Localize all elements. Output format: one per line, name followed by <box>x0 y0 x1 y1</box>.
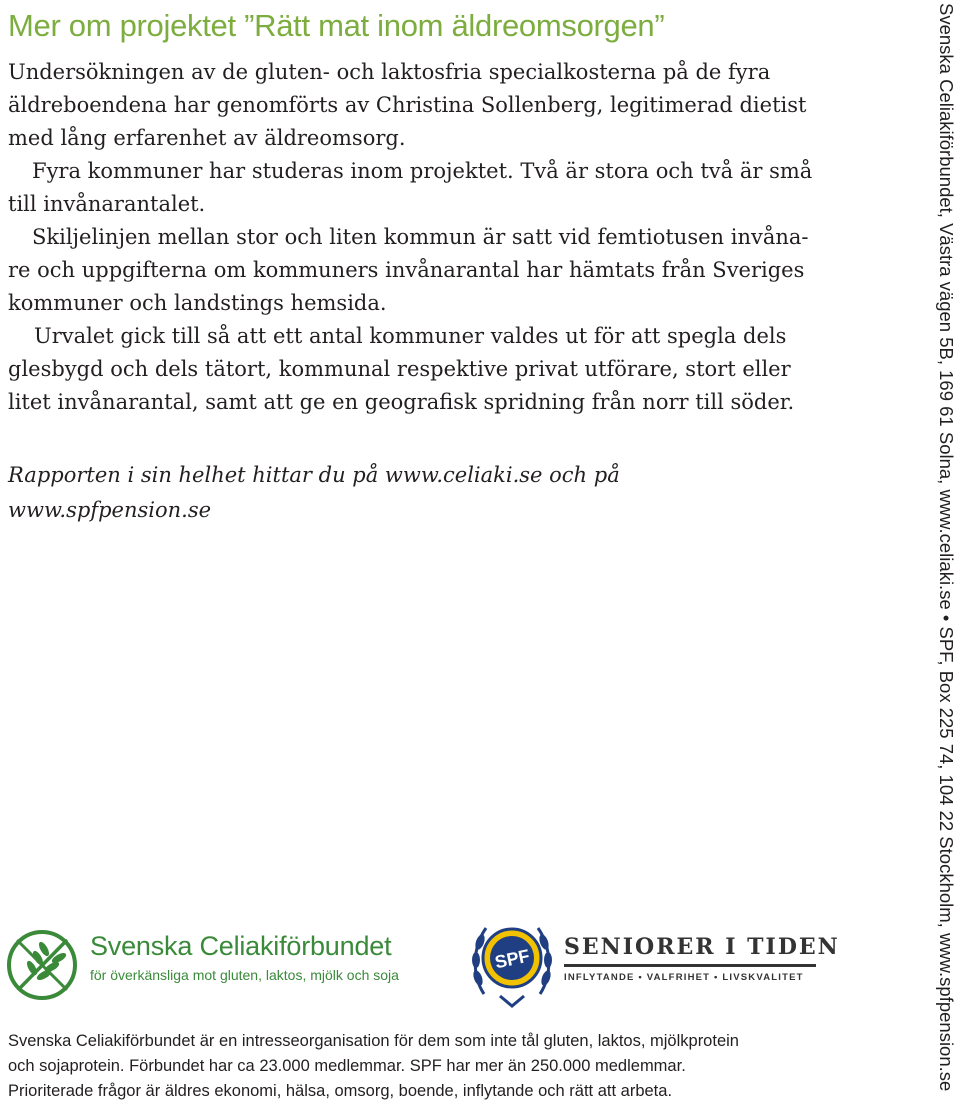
spf-logo <box>470 916 840 1008</box>
report-line: www.spfpension.se <box>8 498 212 522</box>
text-line: Skiljelinjen mellan stor och liten kommun är satt vid femtiotusen invåna- <box>32 225 809 249</box>
text-line: Urvalet gick till så att ett antal kommuner valdes ut för att spegla dels <box>34 324 787 348</box>
paragraph-3 <box>8 221 823 320</box>
report-line: Rapporten i sin helhet hittar du på www.celiaki.se och på <box>8 463 620 487</box>
paragraph-1 <box>8 56 823 155</box>
text-line: äldreboendena har genomförts av Christina Sollenberg, legitimerad dietist <box>8 93 807 117</box>
spf-badge-text: SPF <box>493 945 532 973</box>
text-line: glesbygd och dels tätort, kommunal respektive privat utförare, stort eller <box>8 357 791 381</box>
footer-line: och sojaprotein. Förbundet har ca 23.000 medlemmar. SPF har mer än 250.000 medlemmar. <box>8 1057 686 1075</box>
page-title: Mer om projektet ”Rätt mat inom äldreomsorgen” <box>8 8 665 43</box>
text-line: litet invånarantal, samt att ge en geografisk spridning från norr till söder. <box>8 390 795 414</box>
report-note <box>8 458 823 528</box>
spf-name: SENIORER I TIDEN <box>564 934 840 960</box>
paragraph-4 <box>8 320 823 419</box>
text-line: kommuner och landstings hemsida. <box>8 291 387 315</box>
celiaki-tagline: för överkänsliga mot gluten, laktos, mjölk och soja <box>90 967 399 983</box>
spf-tagline: INFLYTANDE • VALFRIHET • LIVSKVALITET <box>564 972 804 983</box>
gluten-free-wheat-icon <box>4 927 82 1003</box>
text-line: med lång erfarenhet av äldreomsorg. <box>8 126 406 150</box>
divider <box>564 964 816 967</box>
footer-line: Svenska Celiakiförbundet är en intresseorganisation för dem som inte tål gluten, laktos, mjölkprotein <box>8 1032 739 1050</box>
footer-text <box>8 1029 838 1104</box>
text-line: till invånarantalet. <box>8 192 206 216</box>
address-text: Svenska Celiakiförbundet, Västra vägen 5B, 169 61 Solna, www.celiaki.se • SPF, Box 225 74, 104 22 Stockholm, www.spfpension.se <box>936 3 957 1092</box>
footer-line: Prioriterade frågor är äldres ekonomi, hälsa, omsorg, boende, inflytande och rätt att arbeta. <box>8 1082 673 1100</box>
text-line: Fyra kommuner har studeras inom projektet. Två är stora och två är små <box>32 159 813 183</box>
celiaki-name: Svenska Celiakiförbundet <box>90 931 392 961</box>
text-line: re och uppgifterna om kommuners invånarantal har hämtats från Sveriges <box>8 258 805 282</box>
address-sidebar <box>933 0 960 1107</box>
spf-laurel-badge-icon <box>470 916 554 1008</box>
text-line: Undersökningen av de gluten- och laktosfria specialkosterna på de fyra <box>8 60 771 84</box>
celiaki-logo <box>4 925 424 1005</box>
body-text <box>8 56 823 419</box>
paragraph-2 <box>8 155 823 221</box>
